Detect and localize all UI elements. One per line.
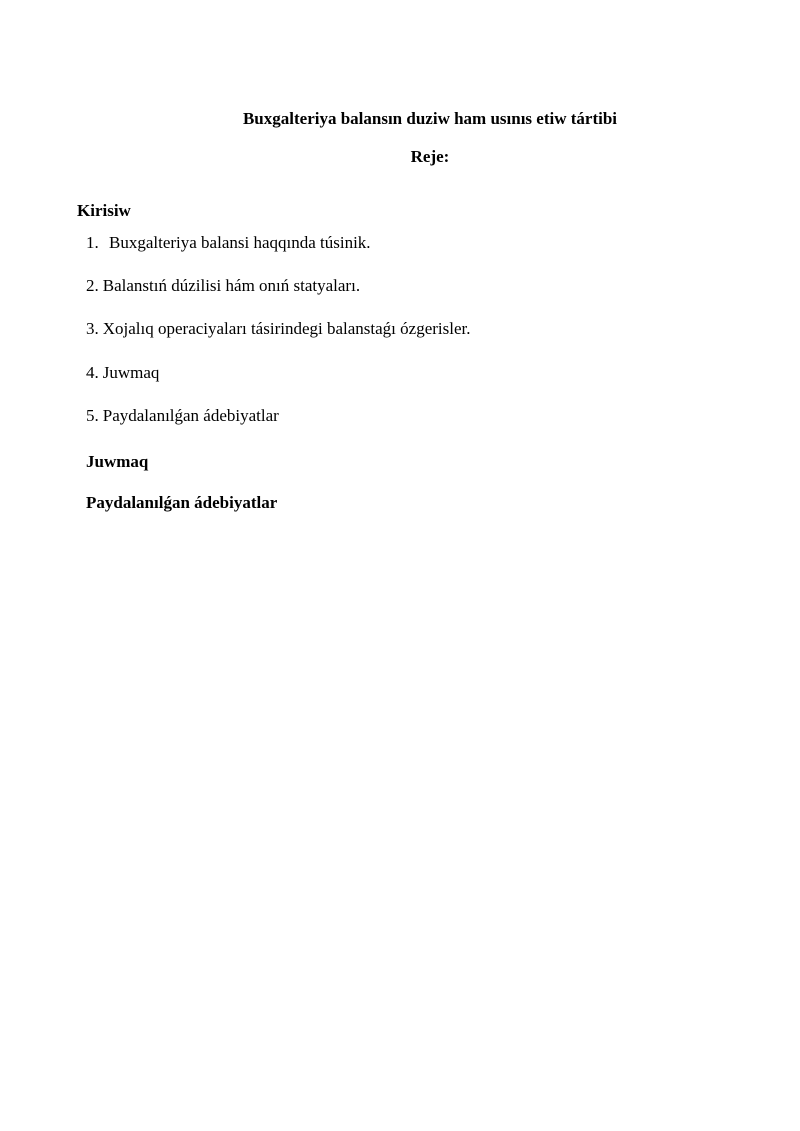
conclusion-heading: Juwmaq (86, 452, 149, 471)
plan-item-number: 3. (86, 319, 99, 338)
plan-item-text: Xojalıq operaciyaları tásirindegi balanstaǵı ózgerisler. (102, 319, 471, 338)
plan-item-text: Buxgalteriya balansi haqqında túsinik. (109, 233, 371, 252)
plan-item-number: 1. (86, 233, 99, 252)
plan-label: Reje: (410, 147, 450, 166)
document-title: Buxgalteriya balansın duziw ham usınıs etiw tártibi (242, 109, 618, 128)
plan-item-number: 4. (86, 363, 99, 382)
plan-item-text: Juwmaq (102, 363, 160, 382)
plan-item-text: Balanstıń dúzilisi hám onıń statyaları. (102, 276, 361, 295)
intro-heading: Kirisiw (77, 201, 131, 220)
plan-item (86, 404, 279, 428)
references-heading: Paydalanılǵan ádebiyatlar (86, 493, 278, 512)
plan-item (86, 274, 360, 298)
plan-item-number: 5. (86, 406, 99, 425)
plan-item (86, 317, 470, 341)
plan-item-number: 2. (86, 276, 99, 295)
plan-item-text: Paydalanılǵan ádebiyatlar (102, 406, 279, 425)
plan-item (86, 361, 159, 385)
plan-item (86, 231, 371, 255)
